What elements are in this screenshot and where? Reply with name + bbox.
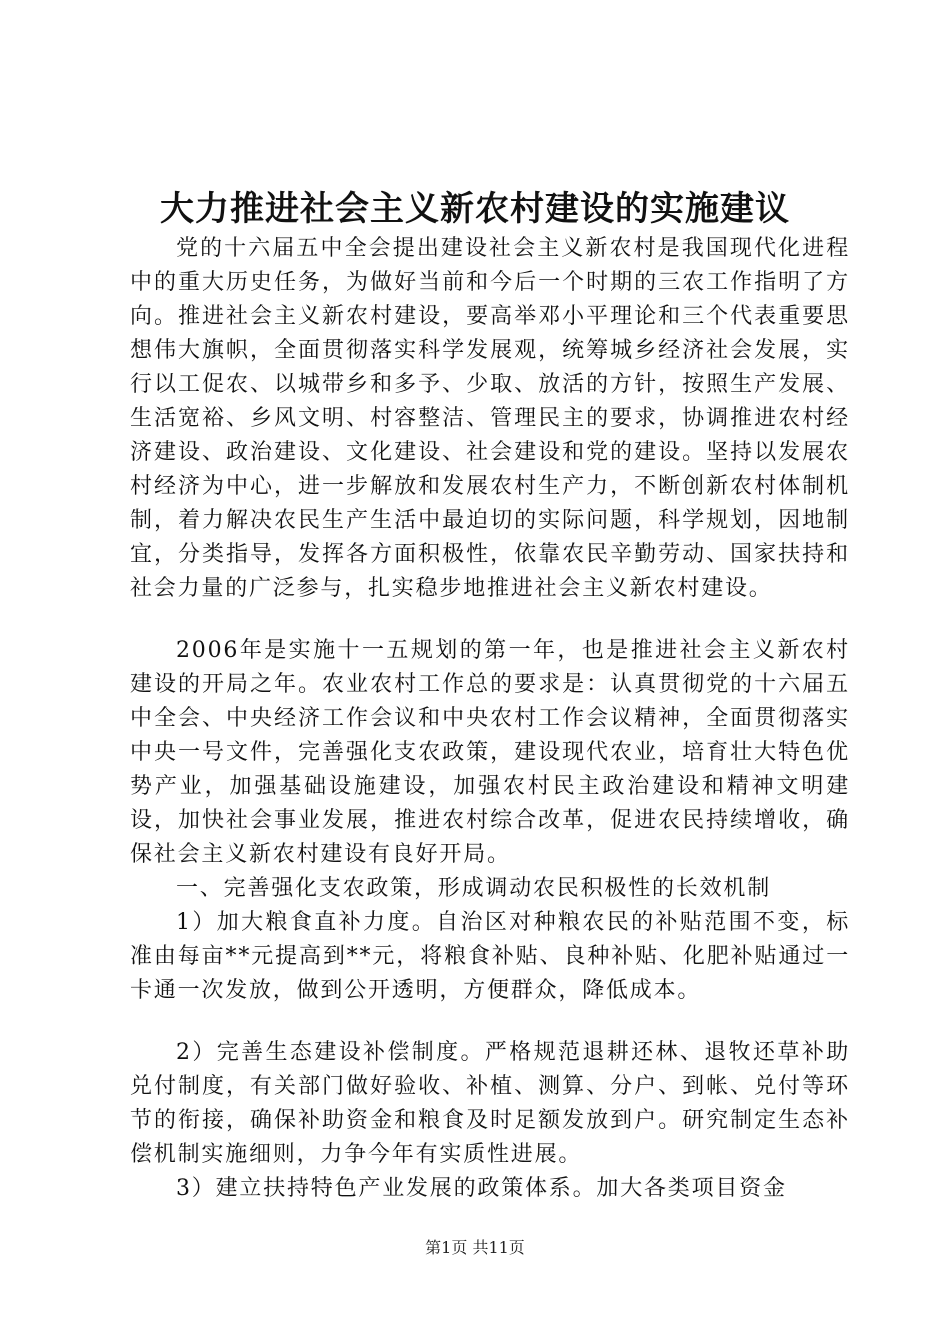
item-1-grain-subsidy: 1）加大粮食直补力度。自治区对种粮农民的补贴范围不变，标准由每亩**元提高到**元，将粮食补贴、良种补贴、化肥补贴通过一卡通一次发放，做到公开透明，方便群众，降低成本。 — [130, 910, 850, 1003]
item-2-ecological-compensation: 2）完善生态建设补偿制度。严格规范退耕还林、退牧还草补助兑付制度，有关部门做好验收、补植、测算、分户、到帐、兑付等环节的衔接，确保补助资金和粮食及时足额发放到户。研究制定生态补偿机制实施细则，力争今年有实质性进展。 — [130, 1040, 850, 1167]
paragraph-intro: 党的十六届五中全会提出建设社会主义新农村是我国现代化进程中的重大历史任务，为做好当前和今后一个时期的三农工作指明了方向。推进社会主义新农村建设，要高举邓小平理论和三个代表重要思想伟大旗帜，全面贯彻落实科学发展观，统筹城乡经济社会发展，实行以工促农、以城带乡和多予、少取、放活的方针，按照生产发展、生活宽裕、乡风文明、村容整洁、管理民主的要求，协调推进农村经济建设、政治建设、文化建设、社会建设和党的建设。坚持以发展农村经济为中心，进一步解放和发展农村生产力，不断创新农村体制机制，着力解决农民生产生活中最迫切的实际问题，科学规划，因地制宜，分类指导，发挥各方面积极性，依靠农民辛勤劳动、国家扶持和社会力量的广泛参与，扎实稳步地推进社会主义新农村建设。 — [130, 236, 850, 601]
item-3-industry-policy: 3）建立扶持特色产业发展的政策体系。加大各类项目资金 — [176, 1176, 787, 1201]
page-number: 第1页 共11页 — [425, 1238, 525, 1257]
section-heading-1: 一、完善强化支农政策，形成调动农民积极性的长效机制 — [176, 876, 772, 901]
paragraph-2006-requirements: 2006年是实施十一五规划的第一年，也是推进社会主义新农村建设的开局之年。农业农村工作总的要求是：认真贯彻党的十六届五中全会、中央经济工作会议和中央农村工作会议精神，全面贯彻落实中央一号文件，完善强化支农政策，建设现代农业，培育壮大特色优势产业，加强基础设施建设，加强农村民主政治建设和精神文明建设，加快社会事业发展，推进农村综合改革，促进农民持续增收，确保社会主义新农村建设有良好开局。 — [130, 638, 850, 867]
document-body — [130, 232, 850, 1206]
document-title: 大力推进社会主义新农村建设的实施建议 — [160, 189, 790, 229]
